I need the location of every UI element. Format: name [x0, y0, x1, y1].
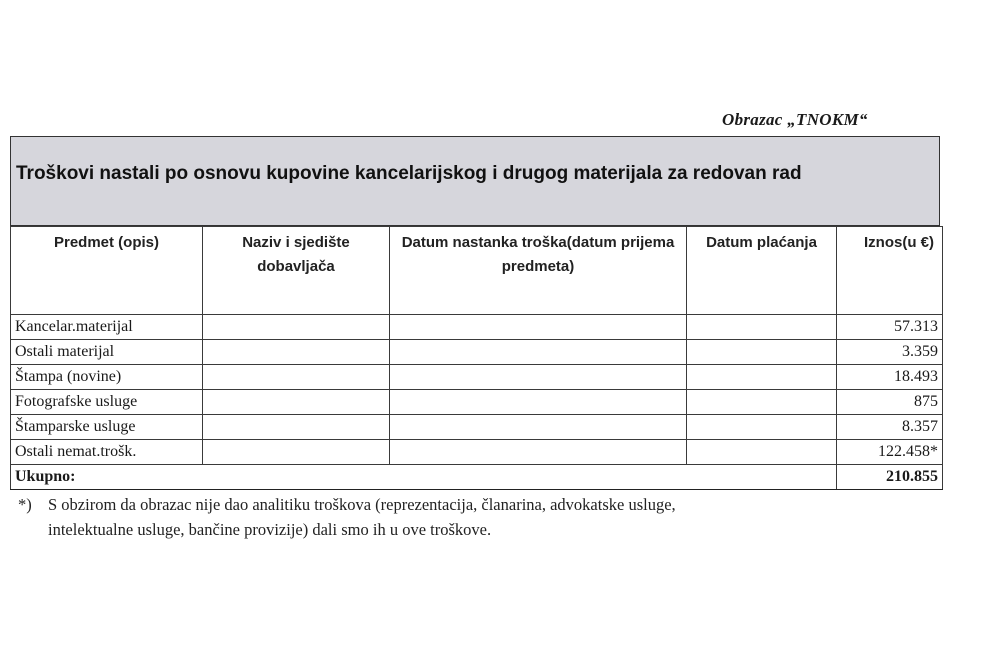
table-row: [11, 390, 943, 415]
item-cell: Ostali nemat.trošk.: [11, 440, 203, 465]
cost-date-cell: [390, 415, 687, 440]
cost-date-cell: [390, 390, 687, 415]
footnote-marker: *): [18, 495, 32, 514]
table-row: [11, 365, 943, 390]
payment-date-cell: [687, 340, 837, 365]
footnote-line-1: S obzirom da obrazac nije dao analitiku troškova (reprezentacija, članarina, advokatske usluge,: [48, 495, 676, 514]
supplier-cell: [203, 390, 390, 415]
table-row: [11, 315, 943, 340]
cost-date-cell: [390, 440, 687, 465]
amount-cell: 122.458*: [837, 440, 943, 465]
payment-date-cell: [687, 315, 837, 340]
payment-date-cell: [687, 415, 837, 440]
header-supplier: Naziv i sjedište dobavljača: [203, 227, 390, 315]
table-row: [11, 440, 943, 465]
table-row: [11, 340, 943, 365]
payment-date-cell: [687, 390, 837, 415]
amount-cell: 3.359: [837, 340, 943, 365]
total-amount: 210.855: [837, 465, 943, 490]
form-label: Obrazac „TNOKM“: [722, 110, 868, 129]
header-cost-date: Datum nastanka troška(datum prijema predmeta): [390, 227, 687, 315]
item-cell: Štampa (novine): [11, 365, 203, 390]
table-title: Troškovi nastali po osnovu kupovine kancelarijskog i drugog materijala za redovan rad: [16, 163, 802, 184]
cost-date-cell: [390, 340, 687, 365]
supplier-cell: [203, 440, 390, 465]
header-payment-date: Datum plaćanja: [687, 227, 837, 315]
item-cell: Ostali materijal: [11, 340, 203, 365]
amount-cell: 57.313: [837, 315, 943, 340]
total-row: [11, 465, 943, 490]
header-row: [11, 227, 943, 315]
supplier-cell: [203, 315, 390, 340]
total-label: Ukupno:: [11, 465, 837, 490]
footnote-line-2: intelektualne usluge, bančine provizije) dali smo ih u ove troškove.: [48, 520, 492, 539]
item-cell: Kancelar.materijal: [11, 315, 203, 340]
amount-cell: 8.357: [837, 415, 943, 440]
header-amount: Iznos(u €): [837, 227, 943, 315]
supplier-cell: [203, 365, 390, 390]
costs-table: [10, 226, 943, 490]
cost-date-cell: [390, 365, 687, 390]
amount-cell: 875: [837, 390, 943, 415]
item-cell: Štamparske usluge: [11, 415, 203, 440]
item-cell: Fotografske usluge: [11, 390, 203, 415]
table-row: [11, 415, 943, 440]
cost-date-cell: [390, 315, 687, 340]
supplier-cell: [203, 340, 390, 365]
supplier-cell: [203, 415, 390, 440]
header-item: Predmet (opis): [11, 227, 203, 315]
footnote: [18, 492, 898, 542]
amount-cell: 18.493: [837, 365, 943, 390]
payment-date-cell: [687, 440, 837, 465]
payment-date-cell: [687, 365, 837, 390]
